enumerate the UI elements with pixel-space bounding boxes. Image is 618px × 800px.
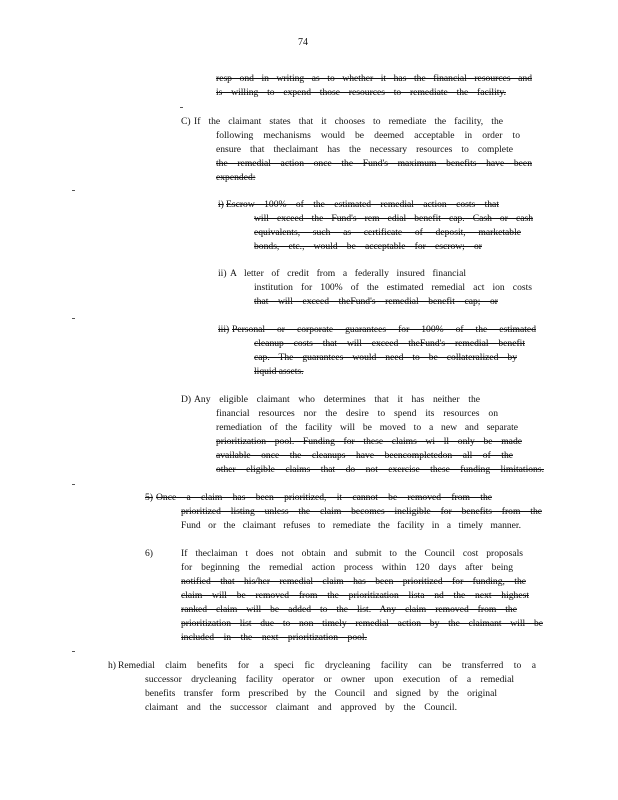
item-6-struck-line-3: ranked claim will be added to the list. Any claim removed from the [181,604,517,615]
b-continued-line-2: is willing to expend those resources to remediate the facility. [216,87,506,98]
item-h-line-4: claimant and the successor claimant and approved by the Council. [145,702,457,713]
item-6-line-2: for beginning the remedial action process within 120 days after being [181,562,513,573]
item-c-line-3: ensure that theclaimant has the necessary resources to complete [216,144,513,155]
item-ciii-line-3: cap. The guarantees would need to be collateralized by [254,352,517,363]
item-c-line-1: If the claimant states that it chooses to remediate the facility, the [194,116,503,127]
item-5-line-2: prioritized listing unless the claim becomes ineligible for benefits from the [181,506,542,517]
item-h-line-3: benefits transfer form prescribed by the Council and signed by the original [145,688,497,699]
item-5-line-3: Fund or the claimant refuses to remediate the facility in a timely manner. [181,520,521,531]
item-ciii-line-2: cleanup costs that will exceed theFund's remedial benefit [254,338,525,349]
b-continued-line-1: resp ond in writing as to whether it has the financial resources and [216,73,532,84]
item-ci-line-4: bonds, etc., would be acceptable for escrow; or [254,241,482,252]
item-6-struck-line-2: claim will be removed from the prioritization lista nd the next highest [181,590,529,601]
item-6-struck-line-4: prioritization list due to non timely remedial action by the claimant will be [181,618,543,629]
revision-mark [72,651,75,652]
item-5-label: 5) [145,492,153,503]
item-ciii-line-4: liquid assets. [254,366,304,377]
revision-mark [180,107,183,108]
item-h-label: h) [108,660,116,671]
item-c-label: C) [181,116,191,127]
item-d-line-1: Any eligible claimant who determines that it has neither the [194,394,480,405]
item-6-struck-line-5: included in the next prioritization pool. [181,632,367,643]
item-c-struck-line-1: the remedial action once the Fund's maximum benefits have been [216,158,532,169]
item-c-struck-line-2: expended: [216,172,256,183]
item-cii-label: ii) [218,268,227,279]
item-cii-line-1: A letter of credit from a federally insured financial [230,268,466,279]
item-d-struck-line-3: other eligible claims that do not exercise these funding limitations. [216,464,544,475]
item-ci-line-2: will exceed the Fund's rem edial benefit cap. Cash or cash [254,213,533,224]
item-6-struck-line-1: notified that his/her remedial claim has been prioritized for funding, the [181,576,526,587]
item-ci-line-3: equivalents, such as certificate of deposit, marketable [254,227,521,238]
revision-mark [72,190,75,191]
item-ci-line-1: Escrow 100% of the estimated remedial action costs that [226,199,499,210]
item-5-line-1: Once a claim has been prioritized, it cannot be removed from the [156,492,492,503]
item-h-line-1: Remedial claim benefits for a speci fic drycleaning facility can be transferred to a [118,660,536,671]
item-h-line-2: successor drycleaning facility operator or owner upon execution of a remedial [145,674,514,685]
item-d-label: D) [181,394,192,405]
item-d-struck-line-1: prioritization pool. Funding for these claims wi ll only be made [216,436,522,447]
item-6-label: 6) [145,548,153,559]
item-ciii-label: iii) [218,324,230,335]
item-d-line-3: remediation of the facility will be moved to a new and separate [216,422,518,433]
item-d-struck-line-2: available once the cleanups have beencompletedon all of the [216,450,513,461]
item-cii-struck-line: that will exceed theFund's remedial benefit cap; or [254,296,498,307]
page-number: 74 [298,37,308,48]
item-ciii-line-1: Personal or corporate guarantees for 100% of the estimated [232,324,536,335]
item-6-line-1: If theclaiman t does not obtain and submit to the Council cost proposals [181,548,523,559]
item-c-line-2: following mechanisms would be deemed acceptable in order to [216,130,520,141]
revision-mark [72,484,75,485]
item-ci-label: i) [218,199,224,210]
item-cii-line-2: institution for 100% of the estimated remedial act ion costs [254,282,532,293]
item-d-line-2: financial resources nor the desire to spend its resources on [216,408,498,419]
revision-mark [72,318,75,319]
